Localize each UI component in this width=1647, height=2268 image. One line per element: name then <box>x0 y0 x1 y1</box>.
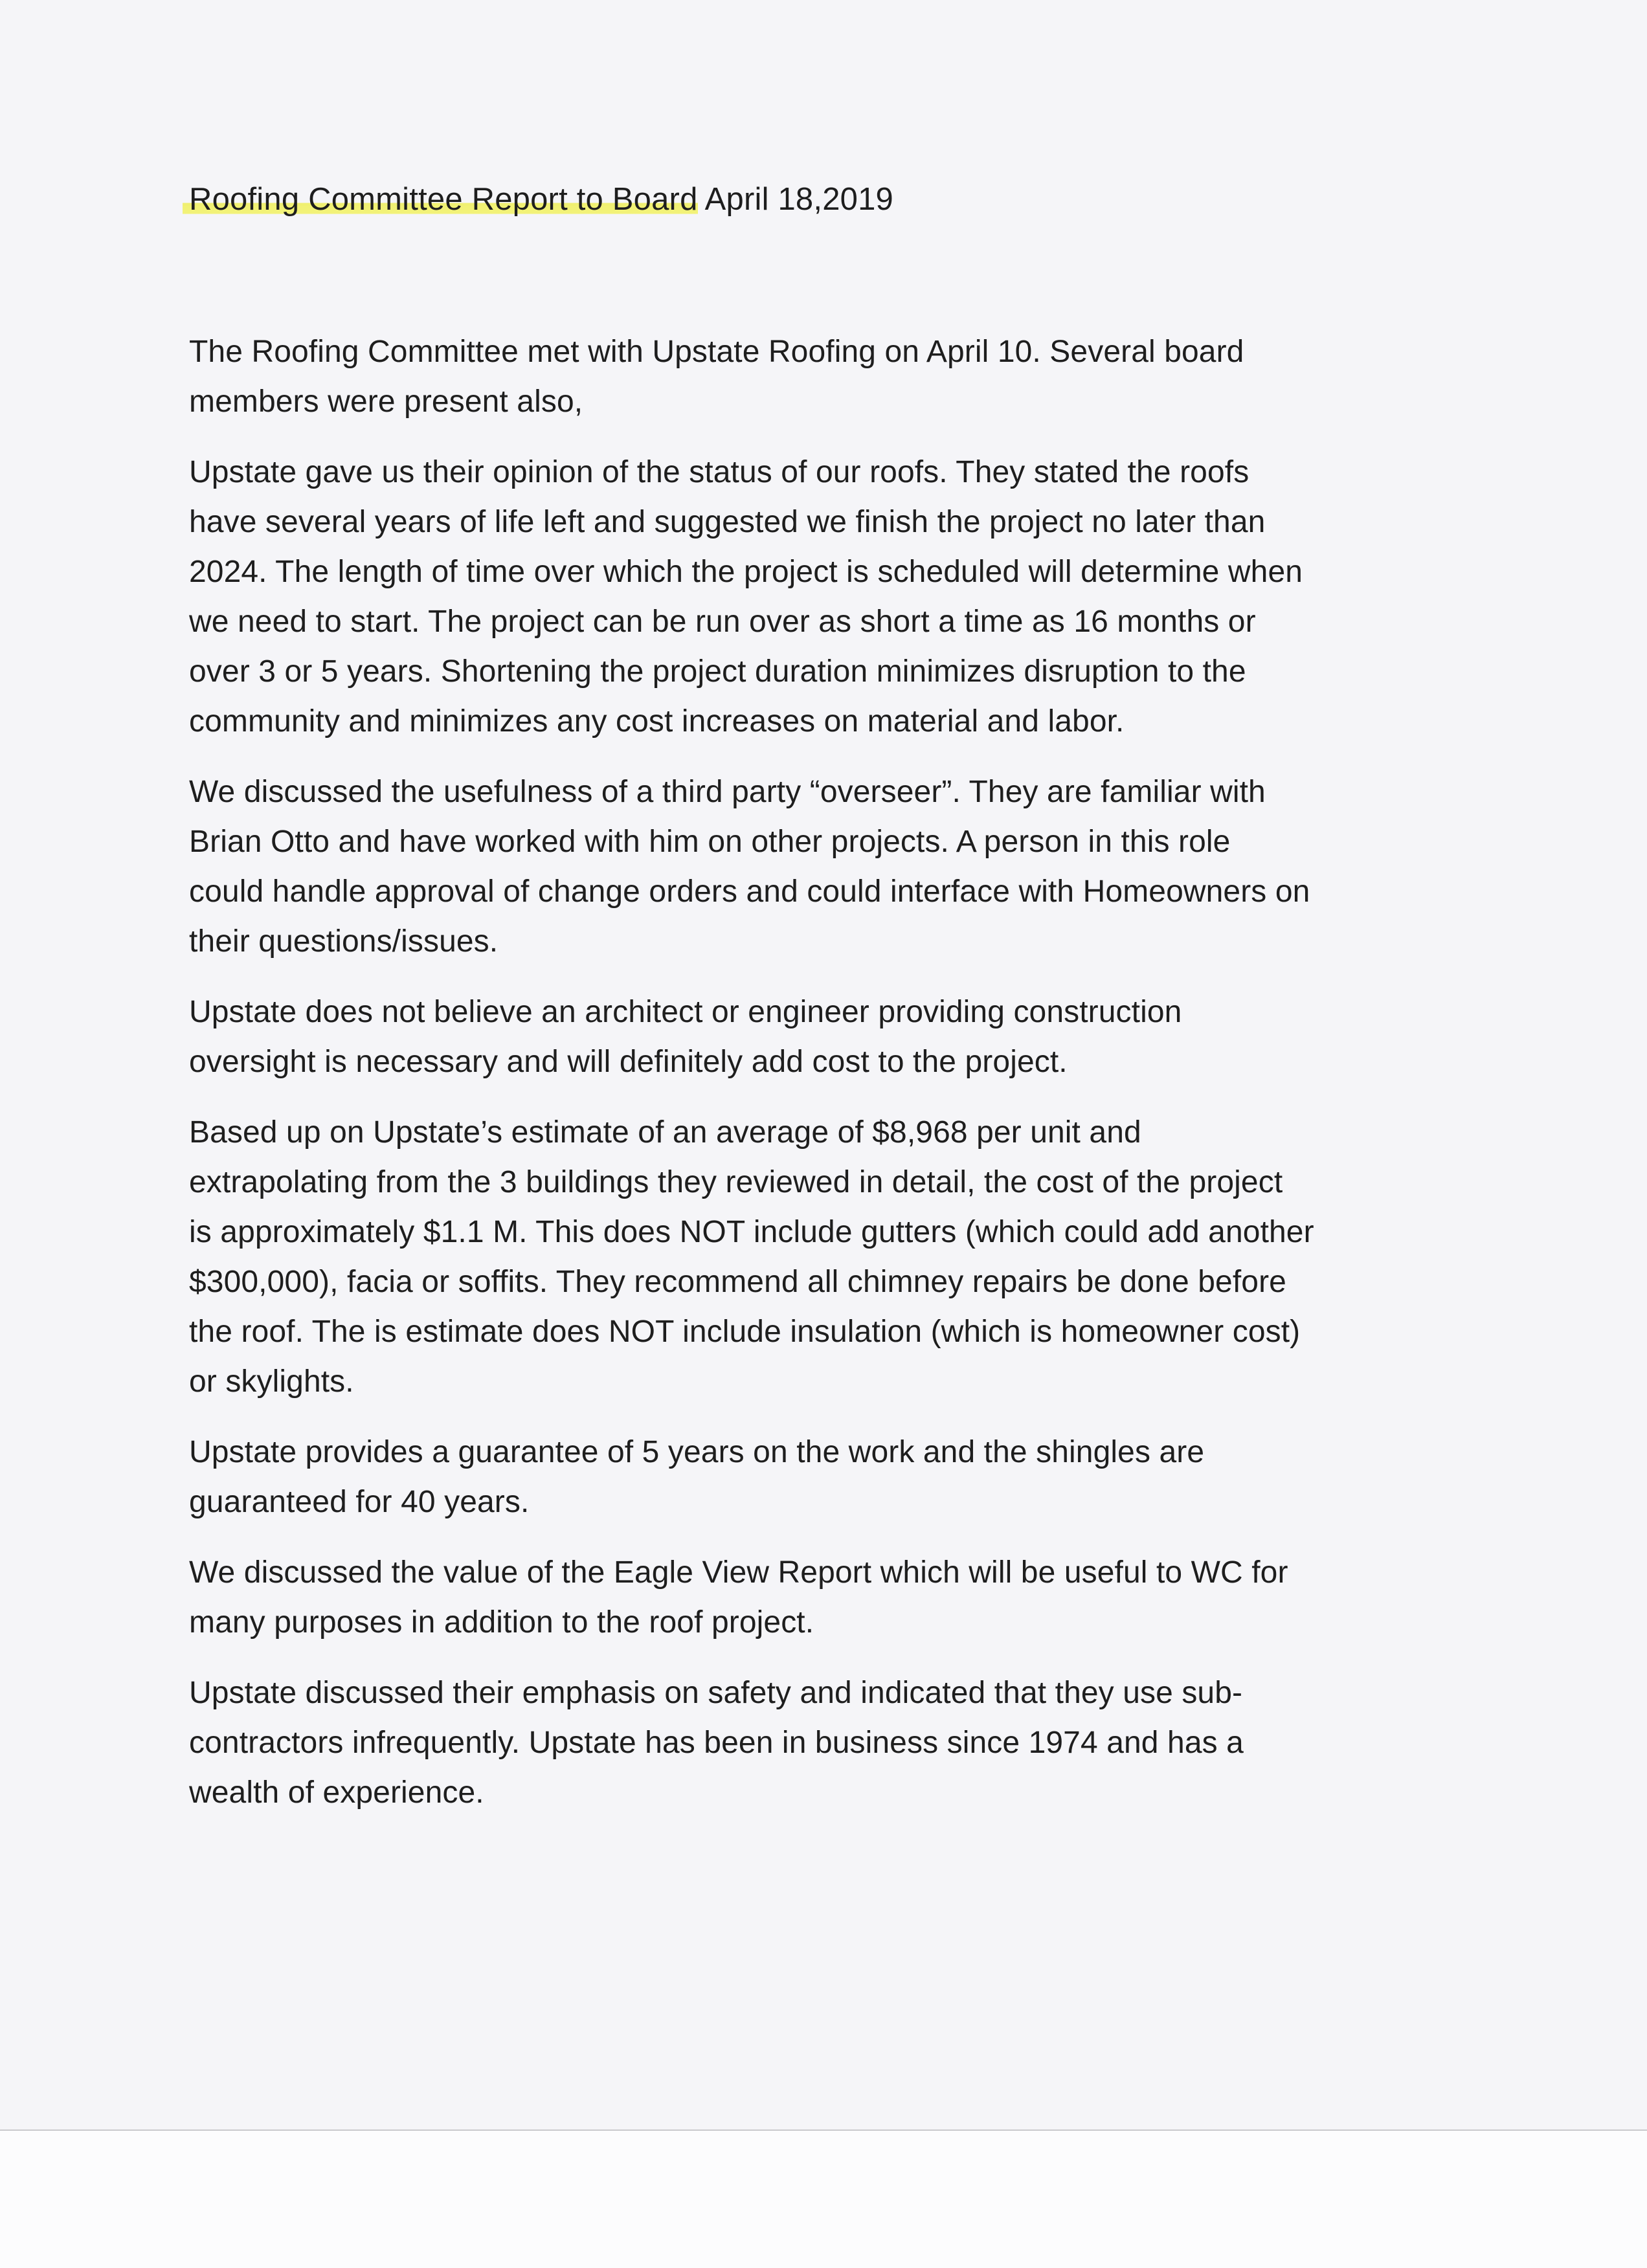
report-body <box>189 327 1484 1838</box>
text-line: guaranteed for 40 years. <box>189 1485 530 1519</box>
highlighted-title-text: Roofing Committee Report to Board <box>183 182 698 217</box>
text-line: their questions/issues. <box>189 924 499 959</box>
text-line: contractors infrequently. Upstate has been in business since 1974 and has a <box>189 1726 1244 1760</box>
text-line: Upstate provides a guarantee of 5 years on the work and the shingles are <box>189 1435 1205 1469</box>
text-line: community and minimizes any cost increases on material and labor. <box>189 704 1125 739</box>
paragraph <box>189 1668 1484 1818</box>
text-line: many purposes in addition to the roof project. <box>189 1605 814 1640</box>
text-line: have several years of life left and suggested we finish the project no later than <box>189 505 1266 539</box>
report-title <box>189 181 893 217</box>
text-line: oversight is necessary and will definitely add cost to the project. <box>189 1045 1068 1079</box>
paragraph <box>189 327 1484 427</box>
text-line: We discussed the value of the Eagle View Report which will be useful to WC for <box>189 1555 1288 1590</box>
text-line: Upstate gave us their opinion of the status of our roofs. They stated the roofs <box>189 455 1249 489</box>
text-line: members were present also, <box>189 384 583 419</box>
text-line: 2024. The length of time over which the project is scheduled will determine when <box>189 555 1303 589</box>
scanner-background <box>0 2131 1647 2268</box>
text-line: over 3 or 5 years. Shortening the project duration minimizes disruption to the <box>189 654 1246 689</box>
text-line: Brian Otto and have worked with him on other projects. A person in this role <box>189 825 1231 859</box>
paragraph <box>189 447 1484 746</box>
text-line: we need to start. The project can be run over as short a time as 16 months or <box>189 605 1256 639</box>
text-line: The Roofing Committee met with Upstate Roofing on April 10. Several board <box>189 335 1244 369</box>
text-line: Upstate does not believe an architect or engineer providing construction <box>189 995 1182 1029</box>
paragraph <box>189 767 1484 966</box>
paragraph <box>189 1427 1484 1527</box>
text-line: or skylights. <box>189 1364 354 1399</box>
text-line: $300,000), facia or soffits. They recommend all chimney repairs be done before <box>189 1265 1286 1299</box>
text-line: could handle approval of change orders and could interface with Homeowners on <box>189 874 1310 909</box>
paragraph <box>189 1548 1484 1647</box>
report-date: April 18,2019 <box>697 182 894 217</box>
paragraph <box>189 1107 1484 1406</box>
text-line: the roof. The is estimate does NOT include insulation (which is homeowner cost) <box>189 1315 1301 1349</box>
paragraph <box>189 987 1484 1087</box>
text-line: wealth of experience. <box>189 1775 484 1810</box>
text-line: extrapolating from the 3 buildings they reviewed in detail, the cost of the project <box>189 1165 1283 1199</box>
text-line: Based up on Upstate’s estimate of an average of $8,968 per unit and <box>189 1115 1141 1150</box>
text-line: We discussed the usefulness of a third party “overseer”. They are familiar with <box>189 775 1266 809</box>
text-line: is approximately $1.1 M. This does NOT include gutters (which could add another <box>189 1215 1314 1249</box>
text-line: Upstate discussed their emphasis on safety and indicated that they use sub- <box>189 1676 1243 1710</box>
